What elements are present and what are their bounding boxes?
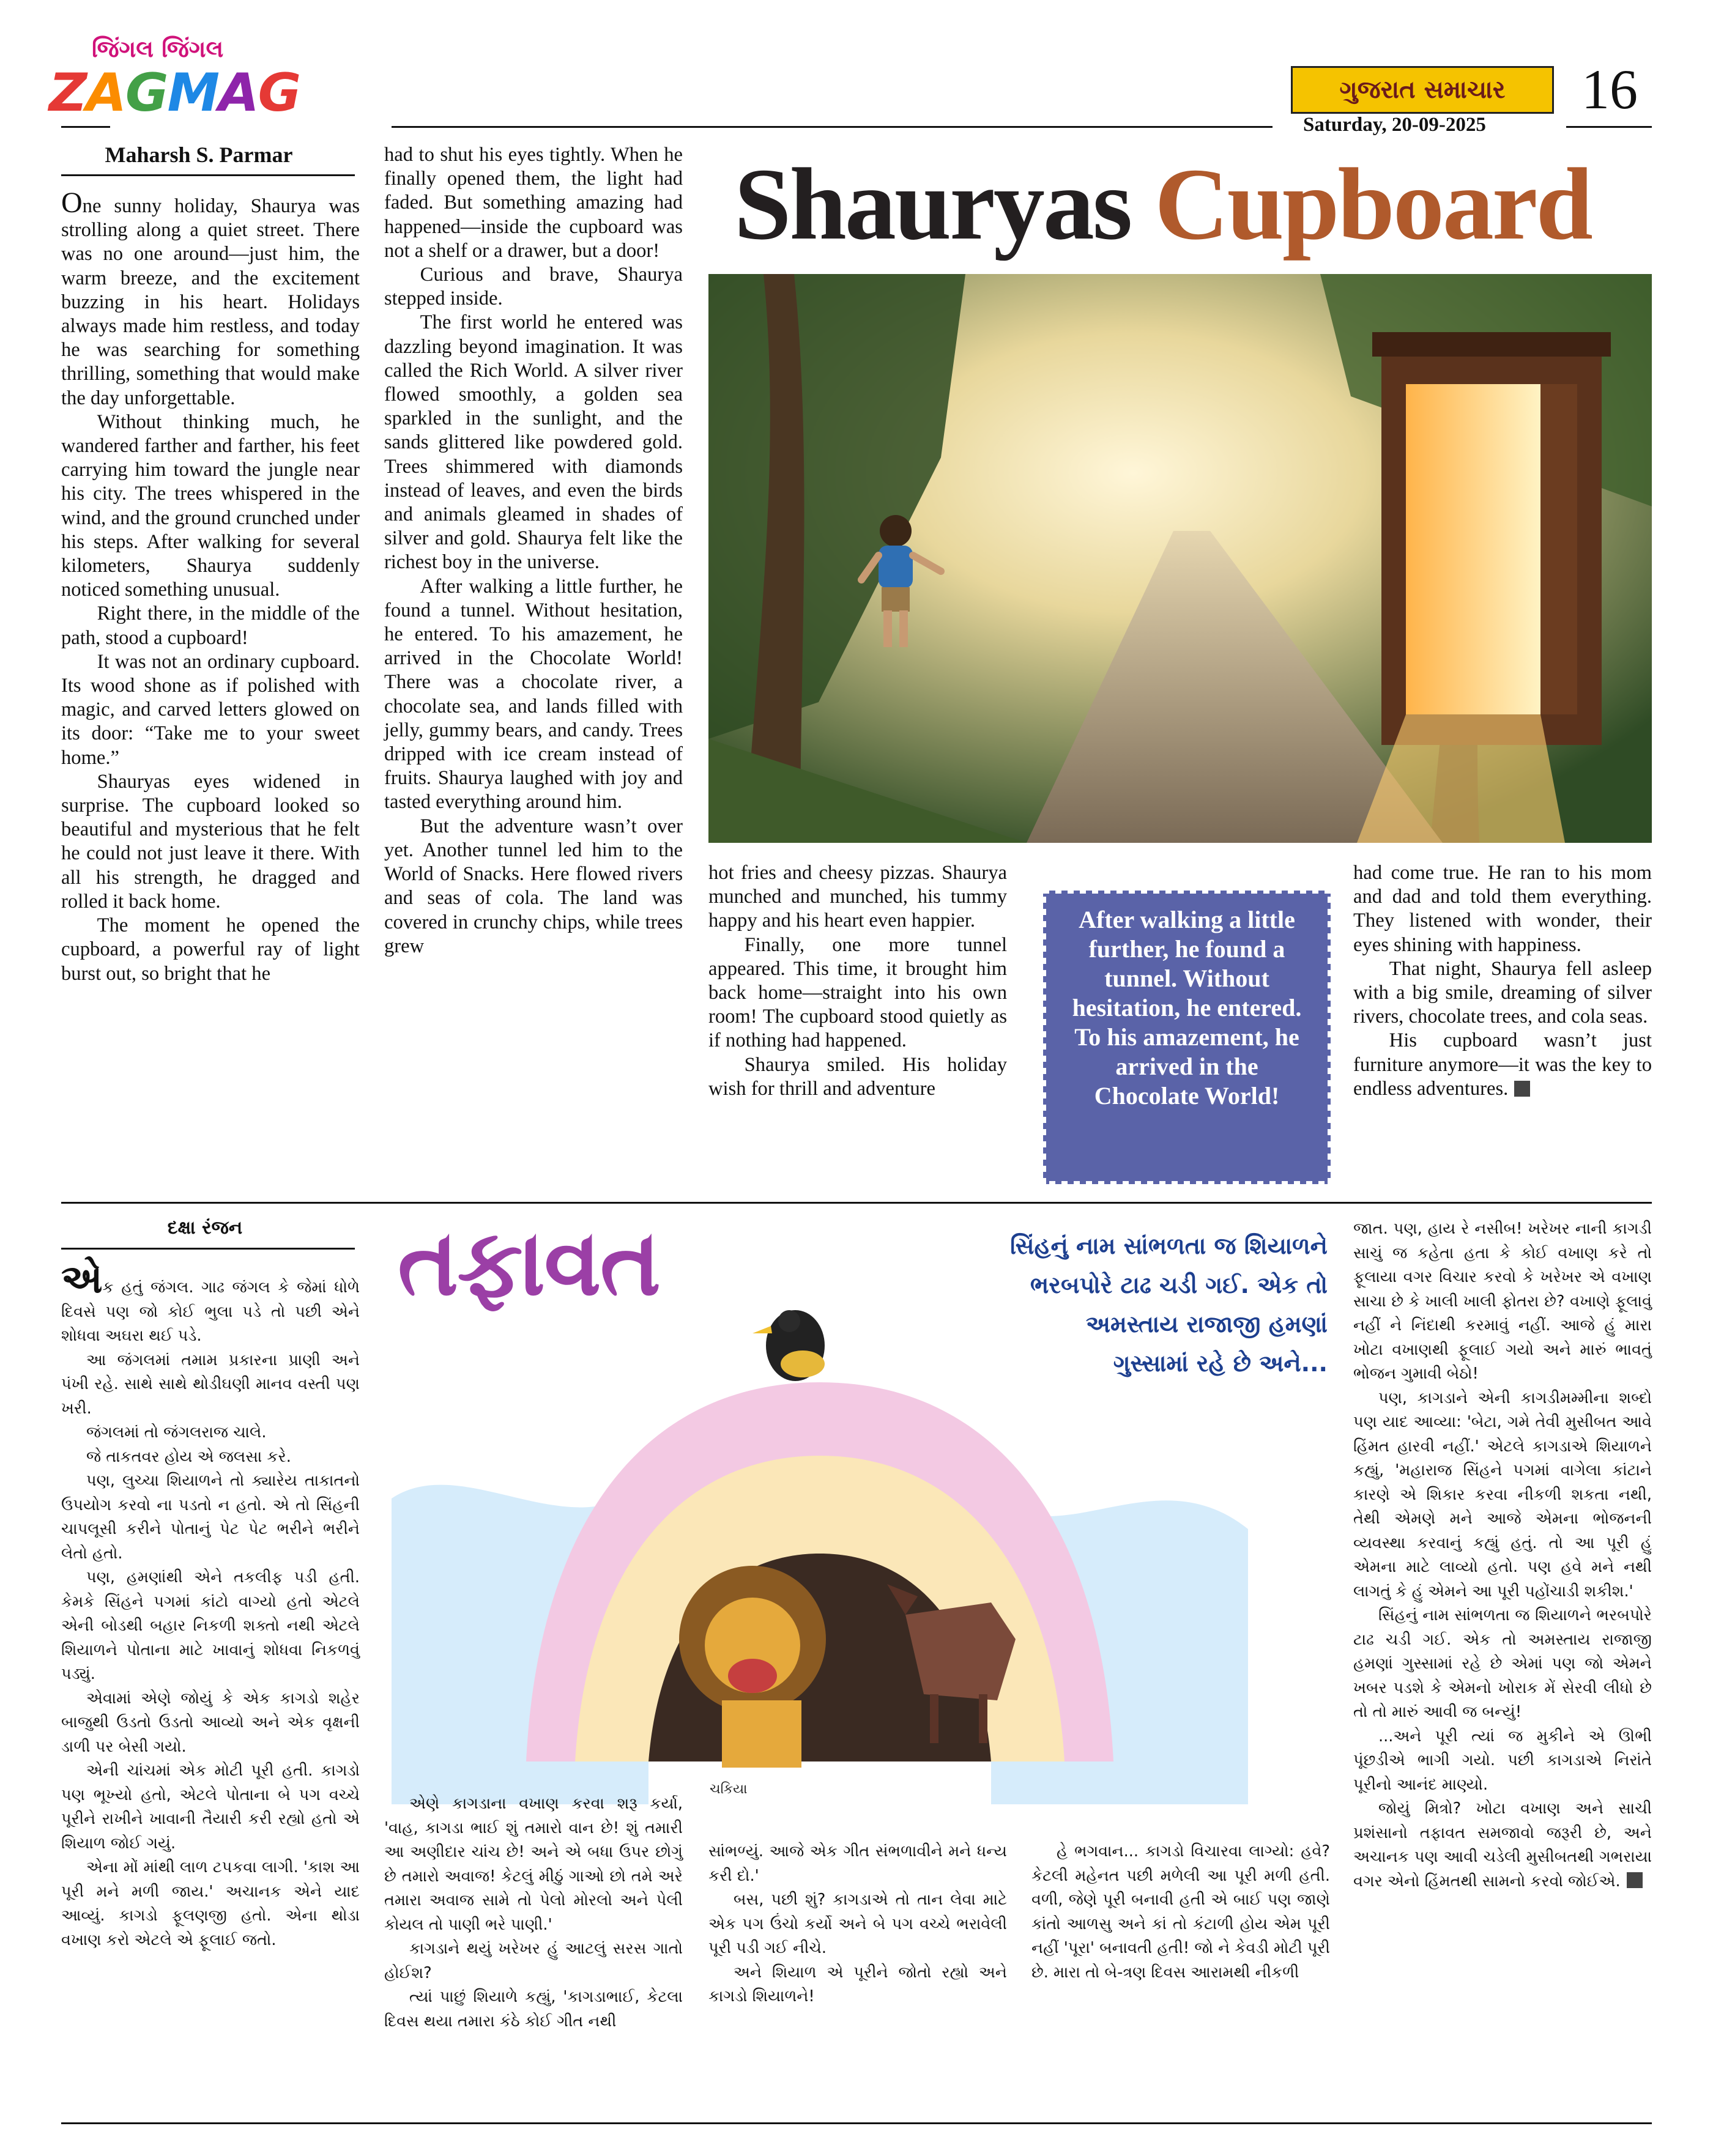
gujarati-pull-quote: સિંહનું નામ સાંભળતા જ શિયાળને ભરબપોરે ટાઢ ચડી ગઈ. એક તો અમસ્તાય રાજાજી હમણાં ગુસ્સામાં રહે છે અને... <box>1010 1232 1328 1377</box>
gujarati-column-1 <box>61 1257 360 1952</box>
byline-rule <box>61 174 355 176</box>
paragraph: His cupboard wasn’t just furniture anymore—it was the key to endless adventures. <box>1353 1029 1652 1100</box>
issue-date: Saturday, 20-09-2025 <box>1303 114 1486 136</box>
paragraph: But the adventure wasn’t over yet. Another tunnel led him to the World of Snacks. Here flowed rivers and seas of cola. The land was covered in crunchy chips, while trees grew <box>384 815 683 957</box>
gujarati-column-5 <box>1353 1217 1652 1894</box>
gujarati-byline-rule <box>61 1248 355 1250</box>
paragraph: પણ, કાગડાને એની કાગડીમમ્મીના શબ્દો પણ યાદ આવ્યા: 'બેટા, ગમે તેવી મુસીબત આવે હિંમત હારવી નહીં.' એટલે કાગડાએ શિયાળને કહ્યું, 'મહારાજ સિંહને પગમાં વાગેલા કાંટાને કારણે એ શિકાર કરવા નીકળી શકતા નથી, તેથી એમણે મને આજે એમના ભોજનની વ્યવસ્થા કરવાનું કહ્યું હતું. તો આ પૂરી હું એમના માટે લાવ્યો હતો. પણ હવે મને નથી લાગતું કે હું એમને આ પૂરી પહોંચાડી શકીશ.' <box>1353 1388 1652 1601</box>
paragraph: પણ, હમણાંથી એને તકલીફ પડી હતી. કેમકે સિંહને પગમાં કાંટો વાગ્યો હતો એટલે એની બોડથી બહાર નિકળી શક્તો નથી એટલે શિયાળને પોતાના માટે ખાવાનું શોધવા નિકળવું પડ્યું. <box>61 1568 360 1683</box>
gujarati-column-4 <box>1031 1840 1330 1985</box>
paragraph: હે ભગવાન... કાગડો વિચારવા લાગ્યો: હવે? કેટલી મહેનત પછી મળેલી આ પૂરી મળી હતી. વળી, જેણે પૂરી બનાવી હતી એ બાઈ પણ જાણે કાંતો આળસુ અને કાં તો કંટાળી હોય એમ પૂરી નહીં 'પૂરા' બનાવતી હતી! જો ને કેવડી મોટી પૂરી છે. મારા તો બે-ત્રણ દિવસ આરામથી નીકળી <box>1031 1842 1330 1982</box>
paragraph: જંગલમાં તો જંગલરાજ ચાલે. <box>86 1423 267 1442</box>
gujarati-drop-cap: એ <box>61 1257 103 1302</box>
gujarati-story-title: તફાવત <box>398 1210 660 1316</box>
section-divider <box>61 1202 1652 1204</box>
paragraph: had to shut his eyes tightly. When he finally opened them, the light had faded. But something amazing had happened—inside the cupboard was not a shelf or a drawer, but a door! <box>384 144 683 262</box>
paragraph: એની ચાંચમાં એક મોટી પૂરી હતી. કાગડો પણ ભૂખ્યો હતો, એટલે પોતાના બે પગ વચ્ચે પૂરીને રાખીને ખાવાની તૈયારી કરી રહ્યો હતો એ શિયાળ જોઈ ગયું. <box>61 1761 360 1853</box>
bottom-rule <box>61 2122 1652 2124</box>
paragraph: કાગડાને થયું ખરેખર હું આટલું સરસ ગાતો હોઈશ? <box>384 1939 683 1982</box>
gujarati-author-byline: દક્ષા રંજન <box>167 1217 243 1239</box>
pull-quote-box <box>1037 884 1337 1190</box>
illustrator-signature: ચકિયા <box>710 1782 748 1797</box>
paragraph: બસ, પછી શું? કાગડાએ તો તાન લેવા માટે એક પગ ઉંચો કર્યો અને બે પગ વચ્ચે ભરાવેલી પૂરી પડી ગઈ નીચે. <box>708 1891 1007 1957</box>
newspaper-logo: ગુજરાત સમાચાર <box>1291 66 1554 114</box>
story-column-2 <box>384 143 683 958</box>
paragraph: એના મોં માંથી લાળ ટપકવા લાગી. 'કાશ આ પૂરી મને મળી જાય.' અચાનક એને યાદ આવ્યું. કાગડો ફૂલણજી હતો. એના થોડા વખાણ કરો એટલે એ ફૂલાઈ જતો. <box>61 1858 360 1949</box>
drop-cap: O <box>61 187 83 219</box>
header-rule-right <box>1566 126 1652 128</box>
pull-quote-text: After walking a little further, he found a tunnel. Without hesitation, he entered. To his amazement, he arrived in the Chocolate World! <box>1072 906 1302 1109</box>
paragraph: had come true. He ran to his mom and dad and told them everything. They listened with wonder, their eyes shining with happiness. <box>1353 862 1652 956</box>
story-column-3 <box>708 861 1007 1101</box>
paragraph: સિંહનું નામ સાંભળતા જ શિયાળને ભરબપોરે ટાઢ ચડી ગઈ. એક તો અમસ્તાય રાજાજી હમણાં ગુસ્સામાં રહે છે એમાં પણ જો એમને ખબર પડશે કે એમનો ખોરાક મેં સેરવી લીધો છે તો તો મારું આવી જ બન્યું! <box>1353 1606 1652 1721</box>
page-number: 16 <box>1581 58 1638 120</box>
paragraph: One sunny holiday, Shaurya was strolling along a quiet street. There was no one around—just him, the warm breeze, and the excitement buzzing in his heart. Holidays always made him restless, and today he was searching for something thrilling, something that would make the day unforgettable. <box>61 187 360 409</box>
end-mark-icon <box>1627 1872 1643 1888</box>
end-mark-icon <box>1514 1081 1530 1097</box>
logo-gujarati-text: જિંગલ જિંગલ <box>92 35 224 62</box>
forest-cupboard-illustration <box>708 274 1652 843</box>
paragraph: એણે કાગડાના વખાણ કરવા શરૂ કર્યા, 'વાહ, કાગડા ભાઈ શું તમારો વાન છે! શું તમારી આ અણીદાર ચાંચ છે! અને એ બધા ઉપર છોગું છે તમારો અવાજ! કેટલું મીઠું ગાઓ છો તમે અરે તમારા અવાજ સામે તો પેલો મોરલો અને પેલી કોયલ તો પાણી ભરે પાણી.' <box>384 1795 683 1934</box>
paragraph: પણ, લુચ્ચા શિયાળને તો ક્યારેય તાકાતનો ઉપયોગ કરવો ના પડતો ન હતો. એ તો સિંહની ચાપલૂસી કરીને પોતાનું પેટ પેટ ભરીને ભરીને લેતો હતો. <box>61 1472 360 1563</box>
title-part-1: Shauryas <box>734 147 1131 261</box>
header-rule-center <box>392 126 1273 128</box>
story-column-1 <box>61 187 360 986</box>
paragraph: Finally, one more tunnel appeared. This time, it brought him back home—straight into his own room! The cupboard stood quietly as if nothing had happened. <box>708 933 1007 1052</box>
paragraph: It was not an ordinary cupboard. Its wood shone as if polished with magic, and carved letters glowed on its door: “Take me to your sweet home.” <box>61 650 360 769</box>
gujarati-column-2 <box>384 1792 683 2034</box>
story-column-4 <box>1353 861 1652 1101</box>
story-title <box>734 147 1652 261</box>
author-byline: Maharsh S. Parmar <box>105 143 293 167</box>
paragraph: Right there, in the middle of the path, stood a cupboard! <box>61 602 360 649</box>
paragraph: અને શિયાળ એ પૂરીને જોતો રહ્યો અને કાગડો શિયાળને! <box>708 1963 1007 2006</box>
paragraph: જે તાકતવર હોય એ જલસા કરે. <box>86 1447 291 1466</box>
paragraph: Shauryas eyes widened in surprise. The cupboard looked so beautiful and mysterious that he felt he could not just leave it there. With all his strength, he dragged and rolled it back home. <box>61 770 360 913</box>
paragraph: Shaurya smiled. His holiday wish for thrill and adventure <box>708 1053 1007 1100</box>
paragraph: The first world he entered was dazzling beyond imagination. It was called the Rich World. A silver river flowed smoothly, a golden sea sparkled in the sunlight, and the sands glittered like powdered gold. Trees shimmered with diamonds instead of leaves, and even the birds and animals gleamed in shades of silver and gold. Shaurya felt like the richest boy in the universe. <box>384 311 683 574</box>
paragraph: That night, Shaurya fell asleep with a big smile, dreaming of silver rivers, chocolate trees, and cola seas. <box>1353 957 1652 1028</box>
paragraph: એવામાં એણે જોયું કે એક કાગડો શહેર બાજુથી ઉડતો ઉડતો આવ્યો અને એક વૃક્ષની ડાળી પર બેસી ગયો. <box>61 1689 360 1756</box>
paragraph: એક હતું જંગલ. ગાઢ જંગલ કે જેમાં ધોળે દિવસે પણ જો કોઈ ભુલા પડે તો પછી એને શોધવા અઘરા થઈ પડે. <box>61 1257 360 1345</box>
header-rule-left <box>61 126 110 128</box>
paragraph: After walking a little further, he found a tunnel. Without hesitation, he entered. To his amazement, he arrived in the Chocolate World! There was a chocolate river, a chocolate sea, and lands filled with jelly, gummy bears, and candy. Trees dripped with ice cream instead of fruits. Shaurya laughed with joy and tasted everything around him. <box>384 575 683 813</box>
cave-lion-fox-illustration <box>392 1297 1248 1804</box>
paragraph: The moment he opened the cupboard, a powerful ray of light burst out, so bright that he <box>61 914 360 985</box>
paragraph: જોયું મિત્રો? ખોટા વખાણ અને સાચી પ્રશંસાનો તફાવત સમજાવો જરૂરી છે, અને અચાનક પણ આવી ચડેલી મુસીબતથી ગભરાયા વગર એનો હિંમતથી સામનો કરવો જોઈએ. <box>1353 1799 1652 1891</box>
paragraph: ત્યાં પાછું શિયાળે કહ્યું, 'કાગડાભાઈ, કેટલા દિવસ થયા તમારા કંઠે કોઈ ગીત નથી <box>384 1988 683 2031</box>
gujarati-column-3 <box>708 1840 1007 2009</box>
paragraph: Without thinking much, he wandered farther and farther, his feet carrying him toward the jungle near his city. The trees whispered in the wind, and the ground crunched under his steps. After walking for several kilometers, Shaurya suddenly noticed something unusual. <box>61 410 360 601</box>
zagmag-logo <box>49 35 367 127</box>
paragraph: ...અને પૂરી ત્યાં જ મુકીને એ ઊભી પૂંછડીએ ભાગી ગયો. પછી કાગડાએ નિરાંતે પૂરીનો આનંદ માણ્યો. <box>1353 1727 1652 1794</box>
crow-figure <box>752 1310 825 1381</box>
paragraph: Curious and brave, Shaurya stepped inside. <box>384 264 683 310</box>
logo-title: ZAGMAG <box>49 62 300 124</box>
paragraph: hot fries and cheesy pizzas. Shaurya munched and munched, his tummy happy and his heart even happier. <box>708 862 1007 932</box>
paragraph: જાત. પણ, હાય રે નસીબ! ખરેખર નાની કાગડી સાચું જ કહેતા હતા કે કોઈ વખાણ કરે તો ફૂલાયા વગર વિચાર કરવો કે ખરેખર એ વખાણ સાચા છે કે ખાલી ખાલી ફોતરા છે? વખાણે ફૂલાવું નહીં ને નિંદાથી કરમાવું નહીં. આજે હું મારા ખોટા વખાણથી ફૂલાઈ ગયો અને મારું ભાવતું ભોજન ગુમાવી બેઠો! <box>1353 1220 1652 1383</box>
paragraph: આ જંગલમાં તમામ પ્રકારના પ્રાણી અને પંખી રહે. સાથે સાથે થોડીઘણી માનવ વસ્તી પણ ખરી. <box>61 1350 360 1418</box>
title-part-2: Cupboard <box>1154 147 1591 261</box>
paragraph: સાંભળ્યું. આજે એક ગીત સંભળાવીને મને ધન્ય કરી દો.' <box>708 1842 1007 1885</box>
